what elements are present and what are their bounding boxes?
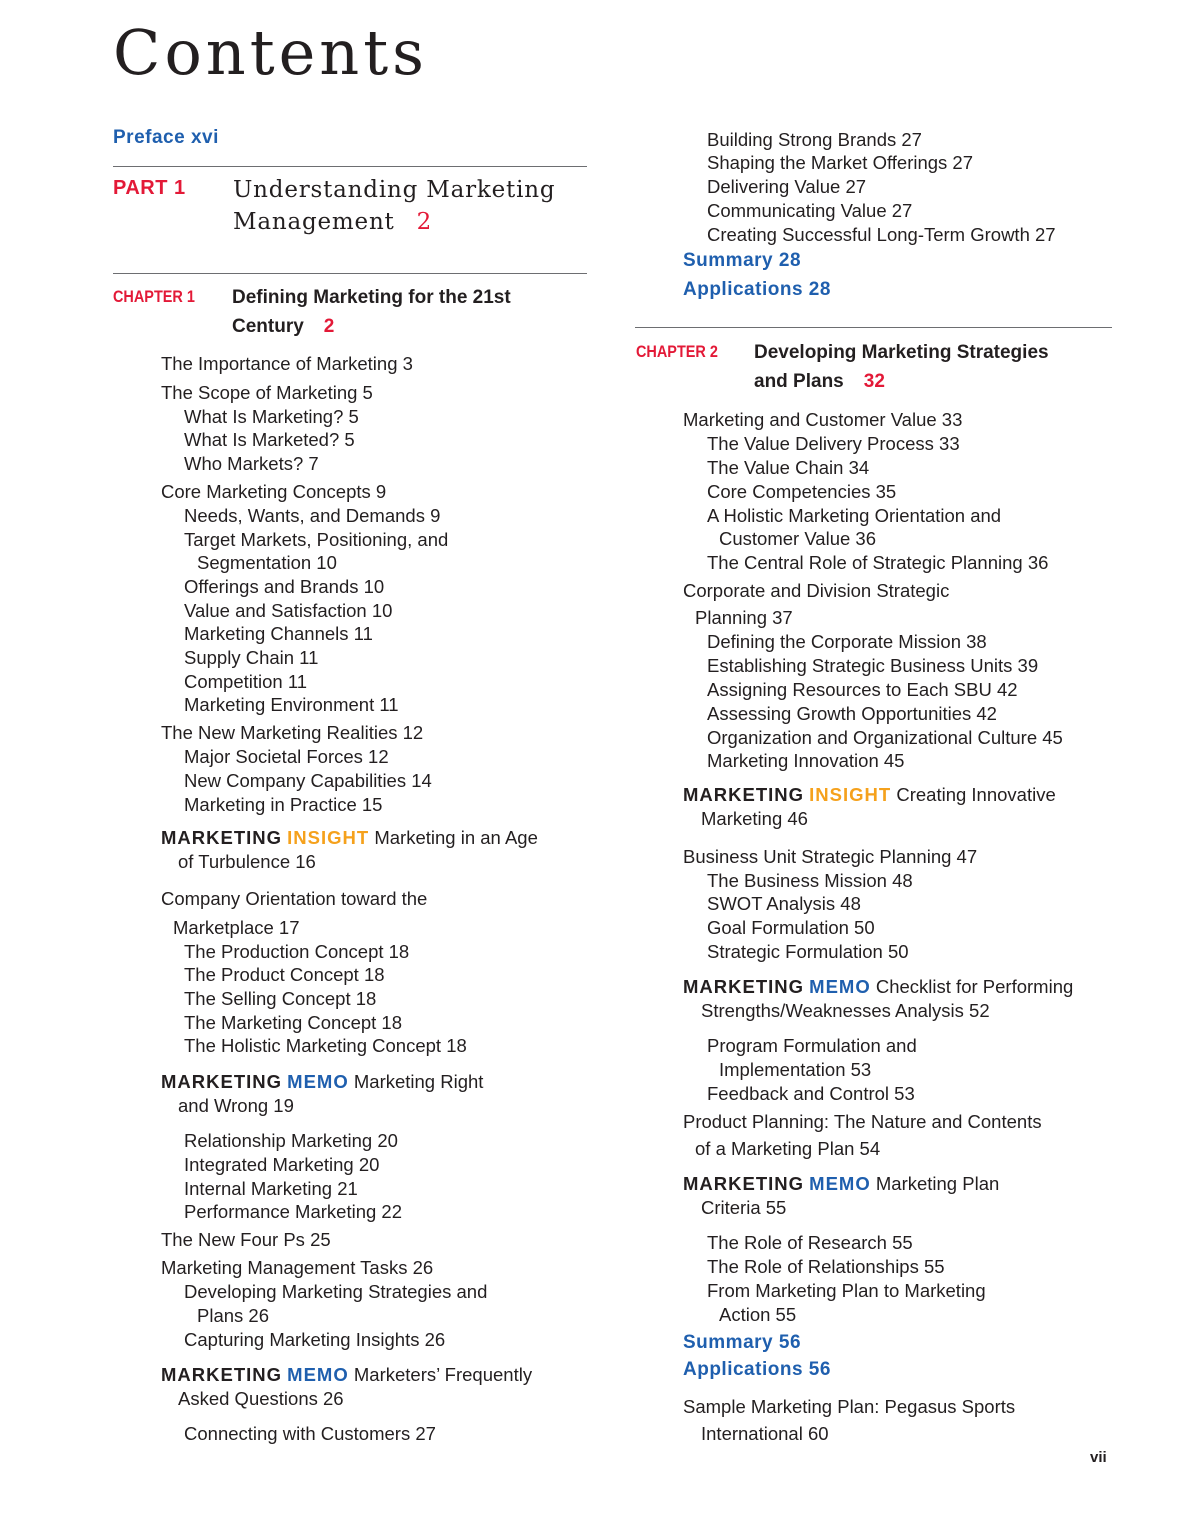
summary-entry[interactable]: Summary 56 bbox=[683, 1332, 802, 1353]
chapter-2-title-line2: and Plans bbox=[754, 371, 844, 392]
marketing-insight-box[interactable] bbox=[683, 783, 1056, 807]
toc-subentry[interactable]: Customer Value 36 bbox=[719, 528, 876, 549]
toc-entry[interactable]: The New Four Ps 25 bbox=[161, 1229, 331, 1250]
toc-subentry[interactable]: Assessing Growth Opportunities 42 bbox=[707, 703, 997, 724]
toc-subentry[interactable]: Supply Chain 11 bbox=[184, 647, 319, 668]
toc-subentry[interactable]: Plans 26 bbox=[197, 1305, 269, 1326]
toc-subentry[interactable]: Marketing Environment 11 bbox=[184, 694, 399, 715]
toc-subentry[interactable]: Competition 11 bbox=[184, 671, 308, 692]
marketing-memo-box[interactable] bbox=[683, 975, 1073, 999]
marketing-insight-box[interactable] bbox=[161, 826, 538, 850]
toc-subentry[interactable]: The Production Concept 18 bbox=[184, 941, 410, 962]
toc-subentry[interactable]: Defining the Corporate Mission 38 bbox=[707, 631, 987, 652]
toc-subentry[interactable]: Marketing Innovation 45 bbox=[707, 750, 905, 771]
chapter-1-label: CHAPTER 1 bbox=[113, 287, 195, 306]
box-title: Marketing in an Age bbox=[369, 827, 538, 848]
toc-subentry[interactable]: Connecting with Customers 27 bbox=[184, 1423, 436, 1444]
toc-subentry[interactable]: What Is Marketed? 5 bbox=[184, 429, 355, 450]
toc-subentry[interactable]: Internal Marketing 21 bbox=[184, 1178, 358, 1199]
toc-subentry[interactable]: Marketing in Practice 15 bbox=[184, 794, 383, 815]
toc-entry[interactable]: Business Unit Strategic Planning 47 bbox=[683, 846, 978, 867]
divider bbox=[113, 166, 587, 167]
toc-subentry[interactable]: Establishing Strategic Business Units 39 bbox=[707, 655, 1039, 676]
toc-subentry[interactable]: Action 55 bbox=[719, 1304, 797, 1325]
toc-subentry[interactable]: Marketing Channels 11 bbox=[184, 623, 373, 644]
box-type: INSIGHT bbox=[287, 827, 370, 848]
toc-subentry[interactable]: Implementation 53 bbox=[719, 1059, 872, 1080]
toc-entry[interactable]: Product Planning: The Nature and Contents bbox=[683, 1111, 1042, 1132]
toc-subentry[interactable]: The Value Delivery Process 33 bbox=[707, 433, 960, 454]
box-type: MEMO bbox=[809, 1173, 871, 1194]
toc-subentry[interactable]: The Product Concept 18 bbox=[184, 964, 385, 985]
toc-entry[interactable]: The Scope of Marketing 5 bbox=[161, 382, 373, 403]
part-label: PART 1 bbox=[113, 177, 186, 199]
box-type: MEMO bbox=[287, 1071, 349, 1092]
divider bbox=[635, 327, 1112, 328]
chapter-1-title-line1: Defining Marketing for the 21st bbox=[232, 287, 511, 308]
chapter-2-title-line1: Developing Marketing Strategies bbox=[754, 342, 1049, 363]
box-type: MEMO bbox=[809, 976, 871, 997]
toc-subentry[interactable]: Segmentation 10 bbox=[197, 552, 337, 573]
box-title: Checklist for Performing bbox=[870, 976, 1074, 997]
toc-subentry[interactable]: Goal Formulation 50 bbox=[707, 917, 875, 938]
toc-subentry[interactable]: Major Societal Forces 12 bbox=[184, 746, 389, 767]
toc-subentry[interactable]: Creating Successful Long-Term Growth 27 bbox=[707, 224, 1056, 245]
box-label: MARKETING bbox=[683, 1173, 805, 1194]
box-title: Marketing Plan bbox=[870, 1173, 1000, 1194]
toc-subentry[interactable]: Feedback and Control 53 bbox=[707, 1083, 915, 1104]
box-label: MARKETING bbox=[161, 827, 283, 848]
toc-subentry[interactable]: Integrated Marketing 20 bbox=[184, 1154, 380, 1175]
toc-subentry[interactable]: Program Formulation and bbox=[707, 1035, 917, 1056]
chapter-1-title-line2: Century bbox=[232, 316, 304, 337]
toc-subentry[interactable]: What Is Marketing? 5 bbox=[184, 406, 359, 427]
toc-subentry[interactable]: Developing Marketing Strategies and bbox=[184, 1281, 488, 1302]
box-title: Marketing Right bbox=[348, 1071, 484, 1092]
toc-entry[interactable]: Asked Questions 26 bbox=[178, 1388, 344, 1409]
toc-subentry[interactable]: Communicating Value 27 bbox=[707, 200, 913, 221]
toc-subentry[interactable]: Assigning Resources to Each SBU 42 bbox=[707, 679, 1018, 700]
box-title: Creating Innovative bbox=[891, 784, 1056, 805]
toc-subentry[interactable]: Target Markets, Positioning, and bbox=[184, 529, 449, 550]
part-page: 2 bbox=[416, 209, 433, 235]
chapter-2-page: 32 bbox=[863, 371, 885, 392]
toc-entry[interactable]: Planning 37 bbox=[695, 607, 793, 628]
applications-entry[interactable]: Applications 28 bbox=[683, 279, 831, 300]
toc-entry[interactable]: Company Orientation toward the bbox=[161, 888, 428, 909]
toc-entry[interactable]: Sample Marketing Plan: Pegasus Sports bbox=[683, 1396, 1016, 1417]
toc-subentry[interactable]: Relationship Marketing 20 bbox=[184, 1130, 398, 1151]
toc-entry[interactable]: Marketing and Customer Value 33 bbox=[683, 409, 963, 430]
toc-subentry[interactable]: Performance Marketing 22 bbox=[184, 1201, 402, 1222]
toc-subentry[interactable]: The Selling Concept 18 bbox=[184, 988, 377, 1009]
toc-subentry[interactable]: Delivering Value 27 bbox=[707, 176, 867, 197]
chapter-1-page: 2 bbox=[323, 316, 335, 337]
toc-subentry[interactable]: The Role of Research 55 bbox=[707, 1232, 913, 1253]
part-title bbox=[233, 174, 555, 238]
box-label: MARKETING bbox=[683, 976, 805, 997]
toc-entry[interactable]: Marketplace 17 bbox=[173, 917, 300, 938]
toc-subentry[interactable]: The Business Mission 48 bbox=[707, 870, 913, 891]
toc-subentry[interactable]: Who Markets? 7 bbox=[184, 453, 319, 474]
chapter-2-title[interactable] bbox=[754, 338, 1049, 396]
box-title: Marketers’ Frequently bbox=[348, 1364, 533, 1385]
marketing-memo-box[interactable] bbox=[161, 1070, 483, 1094]
chapter-1-title[interactable] bbox=[232, 283, 511, 341]
page-title: Contents bbox=[113, 16, 428, 89]
toc-entry[interactable]: Criteria 55 bbox=[701, 1197, 787, 1218]
toc-subentry[interactable]: Building Strong Brands 27 bbox=[707, 129, 922, 150]
toc-subentry[interactable]: Organization and Organizational Culture 45 bbox=[707, 727, 1063, 748]
toc-subentry[interactable]: Capturing Marketing Insights 26 bbox=[184, 1329, 446, 1350]
toc-subentry[interactable]: Core Competencies 35 bbox=[707, 481, 897, 502]
toc-entry[interactable]: International 60 bbox=[701, 1423, 829, 1444]
toc-subentry[interactable]: The Value Chain 34 bbox=[707, 457, 870, 478]
toc-subentry[interactable]: A Holistic Marketing Orientation and bbox=[707, 505, 1002, 526]
toc-subentry[interactable]: Strategic Formulation 50 bbox=[707, 941, 909, 962]
box-type: INSIGHT bbox=[809, 784, 892, 805]
toc-entry[interactable]: Core Marketing Concepts 9 bbox=[161, 481, 387, 502]
toc-subentry[interactable]: The Holistic Marketing Concept 18 bbox=[184, 1035, 467, 1056]
toc-entry[interactable]: Marketing 46 bbox=[701, 808, 808, 829]
chapter-2-label: CHAPTER 2 bbox=[636, 342, 718, 361]
marketing-memo-box[interactable] bbox=[683, 1172, 999, 1196]
box-type: MEMO bbox=[287, 1364, 349, 1385]
toc-entry[interactable]: The Importance of Marketing 3 bbox=[161, 353, 413, 374]
box-label: MARKETING bbox=[161, 1071, 283, 1092]
toc-entry[interactable]: of a Marketing Plan 54 bbox=[695, 1138, 881, 1159]
toc-entry[interactable]: Marketing Management Tasks 26 bbox=[161, 1257, 434, 1278]
toc-subentry[interactable]: From Marketing Plan to Marketing bbox=[707, 1280, 986, 1301]
toc-subentry[interactable]: The Marketing Concept 18 bbox=[184, 1012, 403, 1033]
toc-subentry[interactable]: The Role of Relationships 55 bbox=[707, 1256, 945, 1277]
toc-entry[interactable]: Corporate and Division Strategic bbox=[683, 580, 950, 601]
marketing-memo-box[interactable] bbox=[161, 1363, 532, 1387]
toc-entry[interactable]: of Turbulence 16 bbox=[178, 851, 316, 872]
box-label: MARKETING bbox=[161, 1364, 283, 1385]
page-number: vii bbox=[1090, 1449, 1107, 1466]
toc-subentry[interactable]: Shaping the Market Offerings 27 bbox=[707, 152, 974, 173]
applications-entry[interactable]: Applications 56 bbox=[683, 1359, 831, 1380]
toc-subentry[interactable]: Value and Satisfaction 10 bbox=[184, 600, 393, 621]
toc-entry[interactable]: Strengths/Weaknesses Analysis 52 bbox=[701, 1000, 990, 1021]
toc-subentry[interactable]: The Central Role of Strategic Planning 36 bbox=[707, 552, 1049, 573]
summary-entry[interactable]: Summary 28 bbox=[683, 250, 802, 271]
toc-subentry[interactable]: Offerings and Brands 10 bbox=[184, 576, 385, 597]
toc-entry[interactable]: and Wrong 19 bbox=[178, 1095, 294, 1116]
preface-entry[interactable]: Preface xvi bbox=[113, 127, 219, 148]
divider bbox=[113, 273, 587, 274]
part-title-line1: Understanding Marketing bbox=[233, 177, 556, 203]
toc-subentry[interactable]: Needs, Wants, and Demands 9 bbox=[184, 505, 441, 526]
box-label: MARKETING bbox=[683, 784, 805, 805]
part-title-line2: Management bbox=[233, 209, 395, 235]
toc-entry[interactable]: The New Marketing Realities 12 bbox=[161, 722, 424, 743]
toc-subentry[interactable]: SWOT Analysis 48 bbox=[707, 893, 861, 914]
toc-subentry[interactable]: New Company Capabilities 14 bbox=[184, 770, 432, 791]
